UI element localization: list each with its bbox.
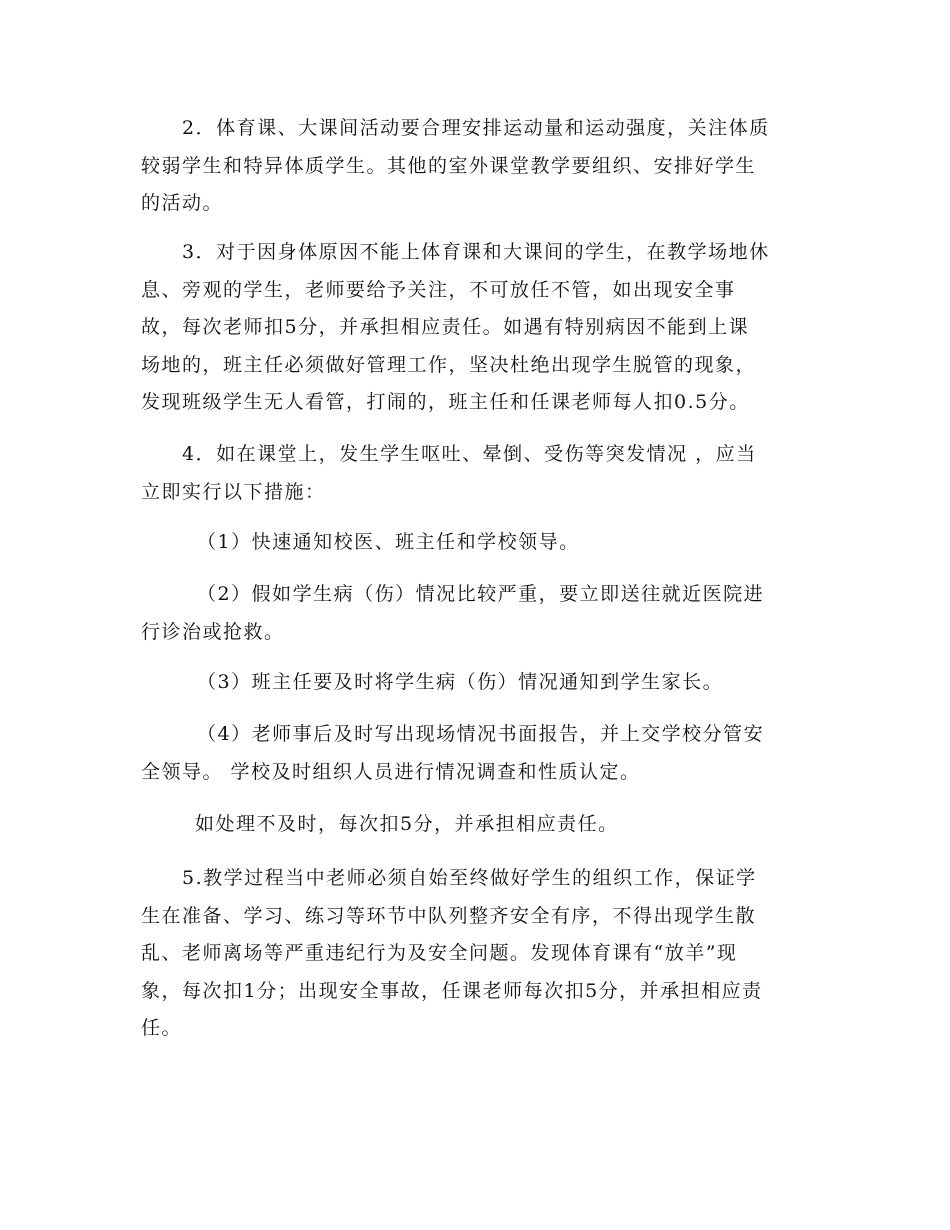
paragraph-line: 乱、老师离场等严重违纪行为及安全问题。发现体育课有“放羊”现 [141, 942, 738, 964]
paragraph-item-2 [141, 110, 821, 223]
sub-item-3 [141, 664, 821, 702]
paragraph-line: 全领导。 学校及时组织人员进行情况调查和性质认定。 [141, 760, 641, 783]
paragraph-line: 故，每次老师扣5分，并承担相应责任。如遇有特别病因不能到上课 [141, 316, 750, 338]
paragraph-line: 的活动。 [141, 192, 224, 214]
paragraph-item-5 [141, 860, 821, 1048]
paragraph-line: 生在准备、学习、练习等环节中队列整齐安全有序，不得出现学生散 [141, 904, 757, 927]
paragraph-line: 如处理不及时，每次扣5分，并承担相应责任。 [195, 813, 619, 835]
paragraph-line: 息、旁观的学生，老师要给予关注，不可放任不管，如出现安全事 [141, 278, 736, 301]
paragraph-line: 3．对于因身体原因不能上体育课和大课间的学生，在教学场地休 [182, 241, 770, 263]
paragraph-line: （1）快速通知校医、班主任和学校领导。 [197, 531, 580, 553]
paragraph-line: 发现班级学生无人看管，打闹的，班主任和任课老师每人扣0.5分。 [141, 391, 750, 413]
paragraph-line: 立即实行以下措施： [141, 480, 326, 503]
paragraph-item-4 [141, 436, 821, 511]
sub-item-1 [141, 524, 821, 562]
sub-item-2 [141, 576, 821, 651]
paragraph-line: 象，每次扣1分；出现安全事故，任课老师每次扣5分，并承担相应责 [141, 979, 763, 1002]
paragraph-line: （4）老师事后及时写出现场情况书面报告，并上交学校分管安 [197, 723, 765, 745]
sub-item-4 [141, 716, 821, 791]
paragraph-line: （2）假如学生病（伤）情况比较严重，要立即送往就近医院进 [197, 583, 765, 605]
paragraph-line: （3）班主任要及时将学生病（伤）情况通知到学生家长。 [197, 671, 724, 693]
paragraph-line: 场地的，班主任必须做好管理工作，坚决杜绝出现学生脱管的现象， [141, 353, 757, 376]
paragraph-line: 2．体育课、大课间活动要合理安排运动量和运动强度，关注体质 [182, 117, 770, 139]
paragraph-line: 较弱学生和特异体质学生。其他的室外课堂教学要组织、安排好学生 [141, 154, 757, 177]
paragraph-line: 5.教学过程当中老师必须自始至终做好学生的组织工作，保证学 [182, 867, 757, 889]
paragraph-line: 行诊治或抢救。 [141, 620, 285, 643]
paragraph-item-3 [141, 234, 821, 422]
follow-up-note [141, 806, 821, 844]
paragraph-line: 任。 [141, 1017, 183, 1039]
paragraph-line: 4．如在课堂上，发生学生呕吐、晕倒、受伤等突发情况 ，应当 [182, 443, 757, 465]
